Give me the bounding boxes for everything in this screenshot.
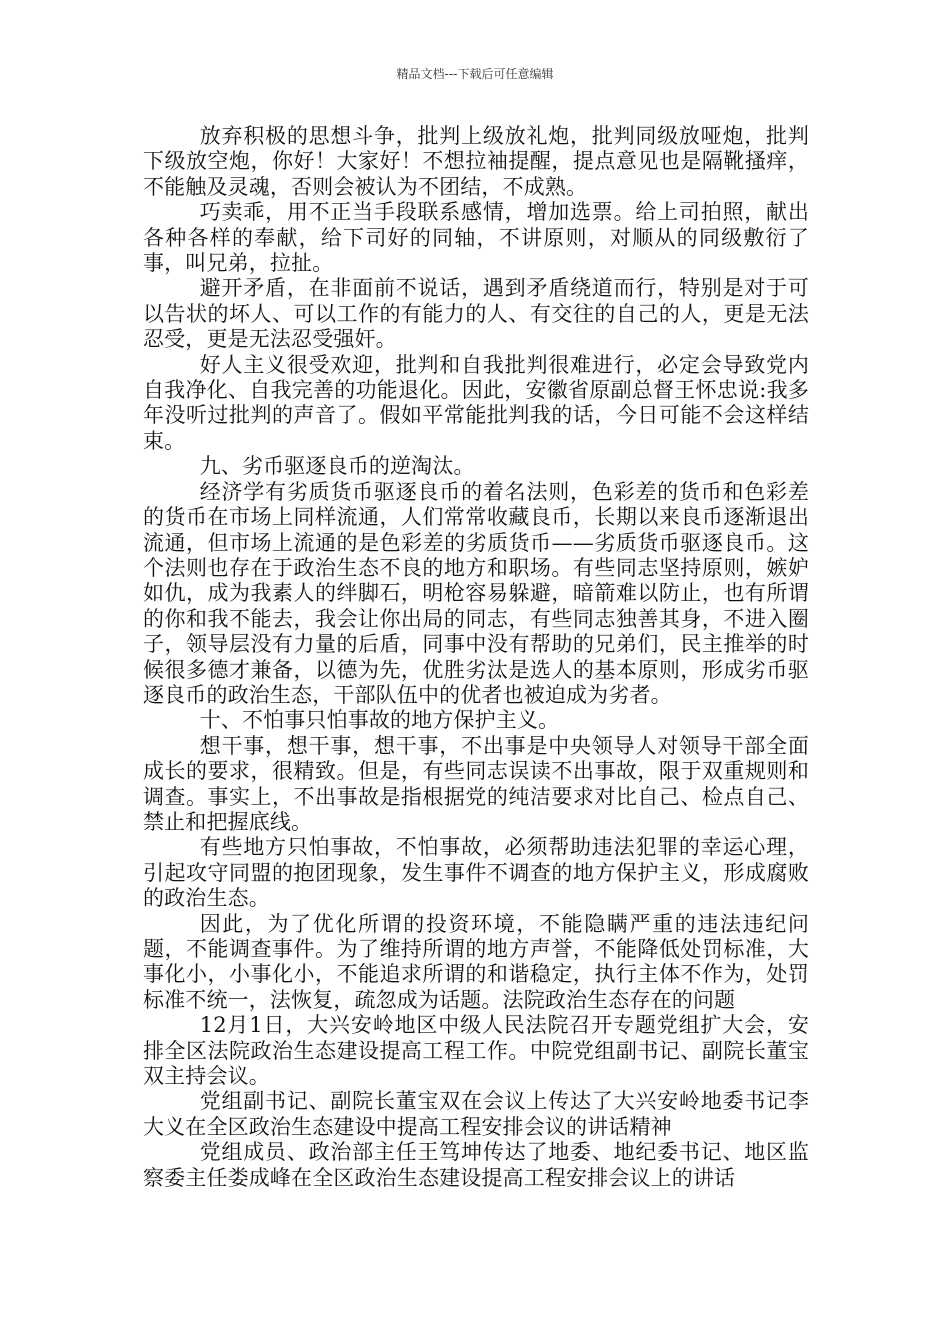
paragraph-1: 放弃积极的思想斗争，批判上级放礼炮，批判同级放哑炮，批判下级放空炮，你好！大家好！不想拉袖提醒，提点意见也是隔靴搔痒，不能触及灵魂，否则会被认为不团结，不成熟。 (143, 124, 809, 199)
paragraph-12: 党组副书记、副院长董宝双在会议上传达了大兴安岭地委书记李大义在全区政治生态建设中提高工程安排会议的讲话精神 (143, 1089, 809, 1139)
paragraph-8: 想干事，想干事，想干事，不出事是中央领导人对领导干部全面成长的要求，很精致。但是，有些同志误读不出事故，限于双重规则和调查。事实上，不出事故是指根据党的纯洁要求对比自己、检点自己、禁止和把握底线。 (143, 733, 809, 834)
paragraph-2: 巧卖乖，用不正当手段联系感情，增加选票。给上司拍照，献出各种各样的奉献，给下司好的同轴，不讲原则，对顺从的同级敷衍了事，叫兄弟，拉扯。 (143, 200, 809, 276)
paragraph-13: 党组成员、政治部主任王笃坤传达了地委、地纪委书记、地区监察委主任娄成峰在全区政治生态建设提高工程安排会议上的讲话 (143, 1140, 809, 1190)
page-header: 精品文档---下载后可任意编辑 (396, 67, 554, 81)
paragraph-9: 有些地方只怕事故，不怕事故，必须帮助违法犯罪的幸运心理，引起攻守同盟的抱团现象，发生事件不调查的地方保护主义，形成腐败的政治生态。 (143, 835, 809, 911)
paragraph-4: 好人主义很受欢迎，批判和自我批判很难进行，必定会导致党内自我净化、自我完善的功能退化。因此，安徽省原副总督王怀忠说:我多年没听过批判的声音了。假如平常能批判我的话，今日可能不会这样结束。 (143, 352, 809, 453)
section-heading-10: 十、不怕事只怕事故的地方保护主义。 (199, 708, 560, 733)
paragraph-10: 因此，为了优化所谓的投资环境，不能隐瞒严重的违法违纪问题，不能调查事件。为了维持所谓的地方声誉，不能降低处罚标准，大事化小，小事化小，不能追求所谓的和谐稳定，执行主体不作为，处罚标准不统一，法恢复，疏忽成为话题。法院政治生态存在的问题 (143, 911, 809, 1012)
paragraph-3: 避开矛盾，在非面前不说话，遇到矛盾绕道而行，特别是对于可以告状的坏人、可以工作的有能力的人、有交往的自己的人，更是无法忍受，更是无法忍受强奸。 (143, 276, 809, 352)
document-body (143, 124, 809, 1191)
paragraph-6: 经济学有劣质货币驱逐良币的着名法则，色彩差的货币和色彩差的货币在市场上同样流通，人们常常收藏良币，长期以来良币逐渐退出流通，但市场上流通的是色彩差的劣质货币——劣质货币驱逐良币。这个法则也存在于政治生态不良的地方和职场。有些同志坚持原则，嫉妒如仇，成为我素人的绊脚石，明枪容易躲避，暗箭难以防止，也有所谓的你和我不能去，我会让你出局的同志，有些同志独善其身，不进入圈子，领导层没有力量的后盾，同事中没有帮助的兄弟们，民主推举的时候很多德才兼备，以德为先，优胜劣汰是选人的基本原则，形成劣币驱逐良币的政治生态，干部队伍中的优者也被迫成为劣者。 (143, 479, 809, 707)
paragraph-11: 12月1日，大兴安岭地区中级人民法院召开专题党组扩大会，安排全区法院政治生态建设提高工程工作。中院党组副书记、副院长董宝双主持会议。 (143, 1013, 809, 1089)
section-heading-9: 九、劣币驱逐良币的逆淘汰。 (199, 454, 475, 479)
